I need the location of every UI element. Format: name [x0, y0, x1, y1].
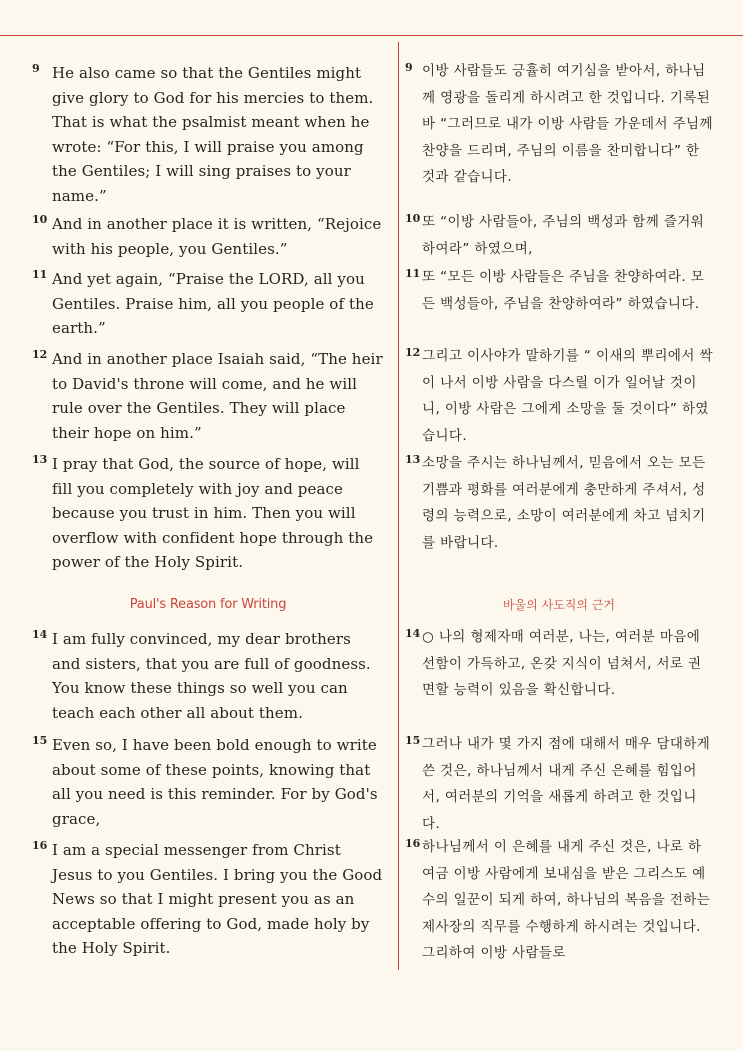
- top-rule: [0, 35, 743, 36]
- verse-text: 또 “이방 사람들아, 주님의 백성과 함께 즐거워하여라” 하였으며,: [422, 214, 705, 257]
- verse-15-en: [32, 733, 384, 831]
- verse-text: And yet again, “Praise the LORD, all you Gentiles. Praise him, all you people of the earth.”: [52, 270, 374, 338]
- verse-text: ○ 나의 형제자매 여러분, 나는, 여러분 마음에 선함이 가득하고, 온갖 지식이 넘쳐서, 서로 권면할 능력이 있음을 확신합니다.: [422, 629, 702, 698]
- verse-text: And in another place it is written, “Rejoice with his people, you Gentiles.”: [52, 215, 382, 258]
- verse-14-en: [32, 627, 384, 725]
- verse-11-ko: [405, 264, 713, 317]
- verse-10-en: [32, 212, 384, 261]
- verse-text: 그리고 이사야가 말하기를 “ 이새의 뿌리에서 싹이 나서 이방 사람을 다스릴 이가 일어날 것이니, 이방 사람은 그에게 소망을 둘 것이다” 하였습니다.: [422, 348, 713, 444]
- verse-12-ko: [405, 343, 713, 449]
- verse-text: I pray that God, the source of hope, will fill you completely with joy and peace because you trust in him. Then you will overflow with confident hope through the power of the Holy Spirit.: [52, 455, 374, 572]
- verse-10-ko: [405, 209, 713, 262]
- verse-number: 16: [405, 837, 421, 850]
- verse-16-en: [32, 838, 384, 961]
- verse-text: I am fully convinced, my dear brothers and sisters, that you are full of goodness. You know these things so well you can teach each other all about them.: [52, 630, 371, 722]
- verse-text: 그러나 내가 몇 가지 점에 대해서 매우 담대하게 쓴 것은, 하나님께서 내게 주신 은혜를 힘입어서, 여러분의 기억을 새롭게 하려고 한 것입니다.: [422, 736, 711, 832]
- verse-12-en: [32, 347, 384, 445]
- verse-number: 14: [32, 628, 48, 641]
- verse-text: 또 “모든 이방 사람들은 주님을 찬양하여라. 모든 백성들아, 주님을 찬양하여라” 하였습니다.: [422, 269, 705, 312]
- verse-text: And in another place Isaiah said, “The heir to David's throne will come, and he will rule over the Gentiles. They will place their hope on him.”: [52, 350, 383, 442]
- verse-number: 14: [405, 627, 421, 640]
- verse-number: 9: [405, 61, 413, 74]
- verse-number: 10: [32, 213, 48, 226]
- section-heading-ko: 바울의 사도직의 근거: [503, 598, 615, 612]
- verse-number: 9: [32, 62, 40, 75]
- verse-number: 15: [32, 734, 48, 747]
- verse-number: 13: [32, 453, 48, 466]
- verse-text: 이방 사람들도 긍휼히 여기심을 받아서, 하나님께 영광을 돌리게 하시려고 한 것입니다. 기록된 바 “그러므로 내가 이방 사람들 가운데서 주님께 찬양을 드리며, 주님의 이름을 찬미합니다” 한 것과 같습니다.: [422, 63, 713, 185]
- verse-text: I am a special messenger from Christ Jesus to you Gentiles. I bring you the Good News so that I might present you as an acceptable offering to God, made holy by the Holy Spirit.: [52, 841, 383, 958]
- verse-number: 15: [405, 734, 421, 747]
- verse-14-ko: [405, 624, 713, 704]
- verse-9-ko: [405, 58, 713, 191]
- verse-number: 10: [405, 212, 421, 225]
- verse-15-ko: [405, 731, 713, 837]
- verse-number: 13: [405, 453, 421, 466]
- verse-text: Even so, I have been bold enough to write about some of these points, knowing that all you need is this reminder. For by God's grace,: [52, 736, 378, 828]
- verse-9-en: [32, 61, 384, 209]
- section-heading-en: Paul's Reason for Writing: [129, 597, 287, 612]
- verse-number: 11: [32, 268, 48, 281]
- verse-text: 소망을 주시는 하나님께서, 믿음에서 오는 모든 기쁨과 평화를 여러분에게 충만하게 주셔서, 성령의 능력으로, 소망이 여러분에게 차고 넘치기를 바랍니다.: [422, 455, 706, 551]
- verse-number: 12: [405, 346, 421, 359]
- column-divider: [398, 42, 399, 970]
- verse-16-ko: [405, 834, 713, 967]
- verse-13-ko: [405, 450, 713, 556]
- verse-text: He also came so that the Gentiles might give glory to God for his mercies to them. That is what the psalmist meant when he wrote: “For this, I will praise you among the Gentiles; I will sing praises to your name.”: [52, 64, 374, 205]
- verse-13-en: [32, 452, 384, 575]
- verse-text: 하나님께서 이 은혜를 내게 주신 것은, 나로 하여금 이방 사람에게 보내심을 받은 그리스도 예수의 일꾼이 되게 하여, 하나님의 복음을 전하는 제사장의 직무를 수행하게 하시려는 것입니다. 그리하여 이방 사람들로: [422, 839, 711, 961]
- verse-number: 16: [32, 839, 48, 852]
- verse-number: 11: [405, 267, 421, 280]
- verse-11-en: [32, 267, 384, 341]
- verse-number: 12: [32, 348, 48, 361]
